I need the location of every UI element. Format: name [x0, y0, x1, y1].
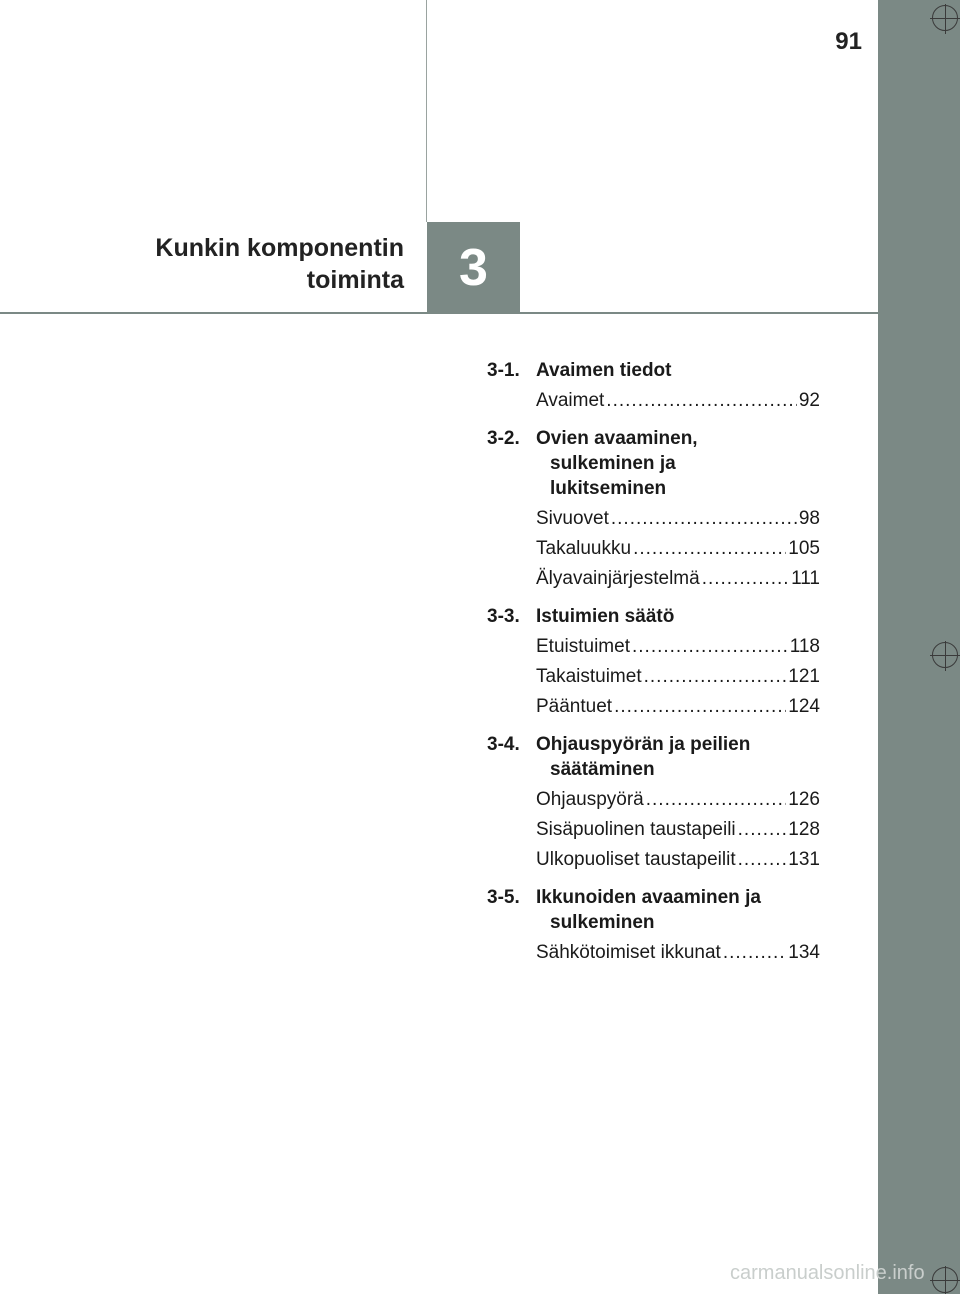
toc-entry[interactable] [536, 507, 820, 531]
toc-entry-label: Älyavainjärjestelmä [536, 568, 700, 589]
toc-section-number: 3-1. [487, 360, 520, 381]
toc-entry-page: 118 [789, 636, 820, 657]
toc-leader-dots [702, 567, 789, 591]
chapter-title [100, 232, 404, 296]
toc-entry[interactable] [536, 389, 820, 413]
toc-entry[interactable] [536, 537, 820, 561]
toc-leader-dots [738, 848, 787, 872]
toc-leader-dots [633, 537, 786, 561]
toc-entry-label: Avaimet [536, 390, 605, 411]
toc-entry-page: 98 [798, 508, 820, 529]
chapter-title-line: Kunkin komponentin [155, 234, 404, 262]
toc-section-title: Ovien avaaminen, sulkeminen ja lukitseminen [536, 428, 698, 499]
toc-entry-page: 111 [791, 568, 820, 589]
toc-entry[interactable] [536, 635, 820, 659]
toc-section-heading[interactable] [487, 426, 820, 501]
toc-entry-page: 124 [788, 696, 820, 717]
toc-entry-page: 105 [788, 538, 820, 559]
toc-entry-label: Sähkötoimiset ikkunat [536, 942, 721, 963]
toc-entry-label: Etuistuimet [536, 636, 630, 657]
toc-entry[interactable] [536, 848, 820, 872]
toc-entry[interactable] [536, 788, 820, 812]
toc-entry-label: Takaluukku [536, 538, 632, 559]
toc-entry-page: 121 [788, 666, 820, 687]
toc-section-heading[interactable] [487, 358, 820, 383]
toc-section-number: 3-4. [487, 734, 520, 755]
toc-entry-page: 128 [788, 819, 820, 840]
toc-entry-page: 131 [788, 849, 820, 870]
toc-entry-label: Ulkopuoliset taustapeilit [536, 849, 736, 870]
toc-leader-dots [738, 818, 787, 842]
chapter-number-badge: 3 [427, 222, 520, 313]
toc-section-heading[interactable] [487, 885, 820, 935]
watermark: carmanualsonline.info [730, 1262, 925, 1284]
toc-entry[interactable] [536, 941, 820, 965]
toc-entry-label: Sivuovet [536, 508, 609, 529]
toc-section-heading[interactable] [487, 604, 820, 629]
toc-entry[interactable] [536, 818, 820, 842]
toc-section-heading[interactable] [487, 732, 820, 782]
toc-entry-page: 134 [788, 942, 820, 963]
toc-section-title: Ohjauspyörän ja peilien säätäminen [536, 734, 751, 780]
toc-section-title: Ikkunoiden avaaminen ja sulkeminen [536, 887, 761, 933]
page-number: 91 [835, 28, 862, 55]
toc-entry-label: Takaistuimet [536, 666, 642, 687]
toc-section-number: 3-3. [487, 606, 520, 627]
toc-leader-dots [606, 389, 797, 413]
chapter-title-line: toiminta [306, 266, 404, 294]
crop-circle-top [932, 5, 958, 31]
header-divider-vertical [426, 0, 427, 222]
toc-entry-page: 126 [788, 789, 820, 810]
toc-entry-label: Pääntuet [536, 696, 613, 717]
toc-leader-dots [723, 941, 786, 965]
toc-entry-page: 92 [798, 390, 820, 411]
toc-entry[interactable] [536, 665, 820, 689]
toc-entry[interactable] [536, 567, 820, 591]
table-of-contents [487, 358, 820, 965]
toc-section-title: Avaimen tiedot [536, 360, 672, 381]
toc-leader-dots [646, 788, 787, 812]
toc-leader-dots [611, 507, 797, 531]
toc-leader-dots [632, 635, 788, 659]
toc-leader-dots [614, 695, 786, 719]
crop-circle-middle [932, 642, 958, 668]
toc-section-title: Istuimien säätö [536, 606, 675, 627]
toc-leader-dots [644, 665, 787, 689]
toc-section-number: 3-5. [487, 887, 520, 908]
toc-entry-label: Ohjauspyörä [536, 789, 644, 810]
toc-entry[interactable] [536, 695, 820, 719]
toc-entry-label: Sisäpuolinen taustapeili [536, 819, 736, 840]
toc-section-number: 3-2. [487, 428, 520, 449]
